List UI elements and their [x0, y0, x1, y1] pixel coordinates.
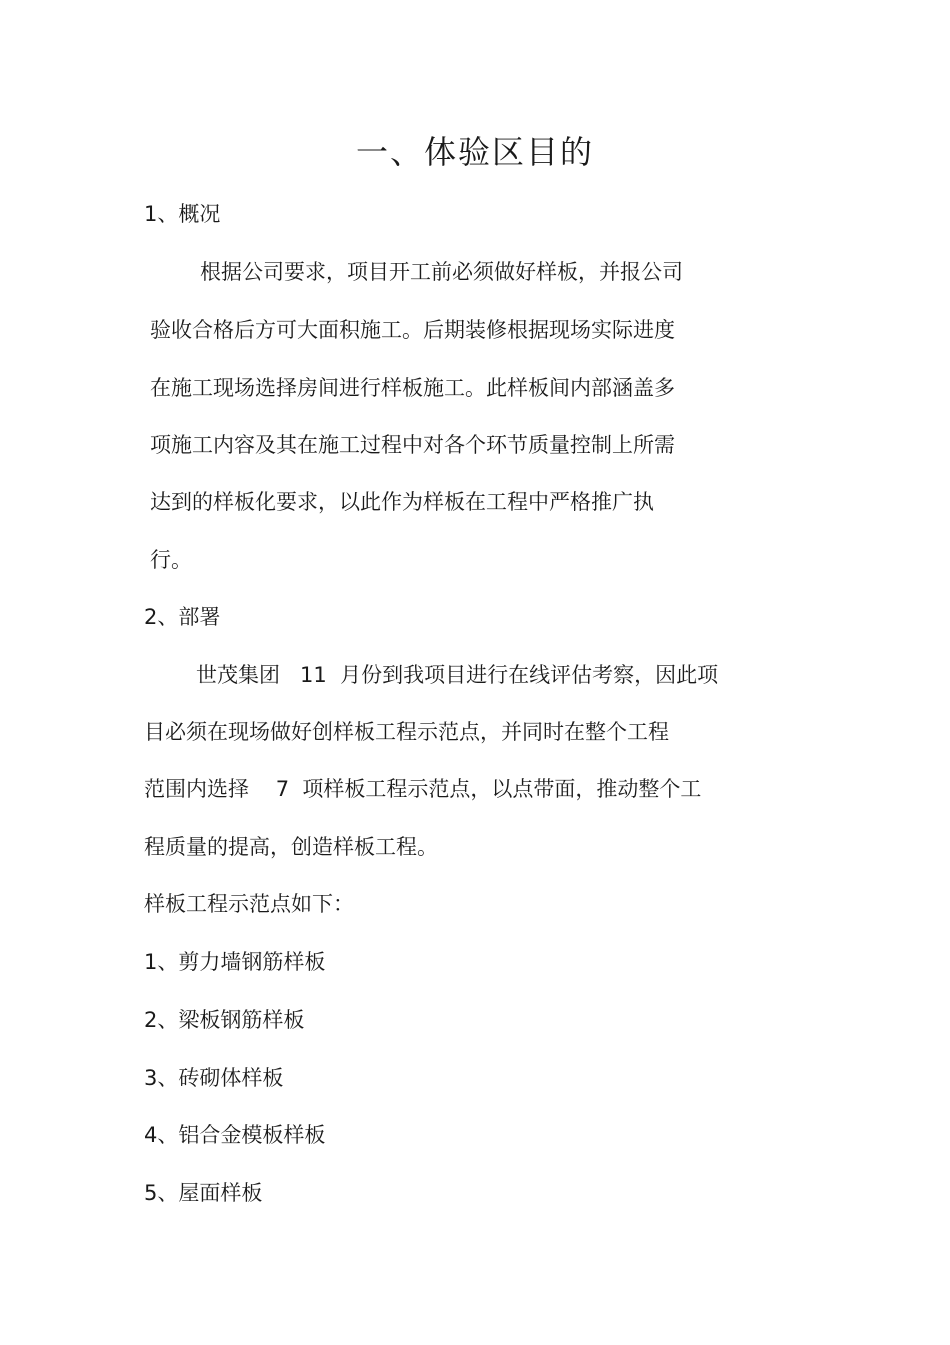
paragraph-line: 范围内选择 7 项样板工程示范点，以点带面，推动整个工: [144, 777, 702, 801]
paragraph-line: 根据公司要求，项目开工前必须做好样板，并报公司: [200, 260, 683, 284]
section-heading-overview: 1、概况: [144, 202, 221, 226]
list-item: 3、砖砌体样板: [144, 1066, 284, 1090]
paragraph-line: 项施工内容及其在施工过程中对各个环节质量控制上所需: [150, 433, 675, 457]
paragraph-line: 目必须在现场做好创样板工程示范点，并同时在整个工程: [144, 720, 669, 744]
list-item: 1、剪力墙钢筋样板: [144, 950, 326, 974]
paragraph-line: 程质量的提高，创造样板工程。: [144, 835, 438, 859]
list-item: 4、铝合金模板样板: [144, 1123, 326, 1147]
section-heading-deployment: 2、部署: [144, 605, 221, 629]
paragraph-line: 行。: [150, 548, 192, 572]
page-title: 一、体验区目的: [355, 133, 594, 171]
paragraph-line: 世茂集团 11 月份到我项目进行在线评估考察，因此项: [196, 663, 719, 687]
list-item: 2、梁板钢筋样板: [144, 1008, 305, 1032]
paragraph-line: 验收合格后方可大面积施工。后期装修根据现场实际进度: [150, 318, 675, 342]
paragraph-line: 在施工现场选择房间进行样板施工。此样板间内部涵盖多: [150, 376, 675, 400]
list-item: 5、屋面样板: [144, 1181, 263, 1205]
list-intro: 样板工程示范点如下：: [144, 892, 354, 916]
paragraph-line: 达到的样板化要求，以此作为样板在工程中严格推广执: [150, 490, 654, 514]
